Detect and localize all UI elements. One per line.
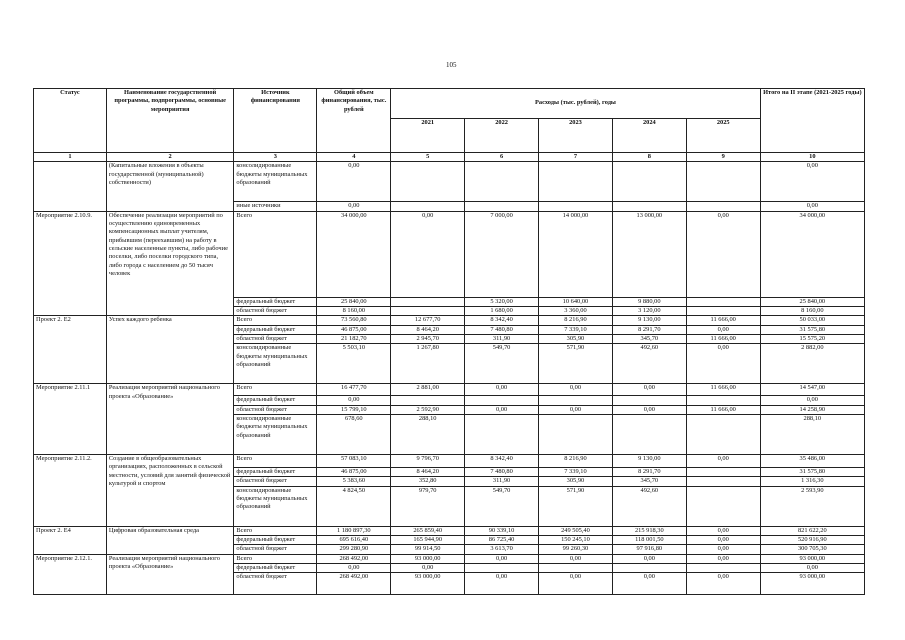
year-value-cell xyxy=(612,396,686,405)
total-cell: 678,60 xyxy=(317,414,391,454)
stage-total-cell: 288,10 xyxy=(760,414,864,454)
source-cell: Всего xyxy=(234,554,317,563)
table-body xyxy=(34,162,865,595)
year-value-cell: 0,00 xyxy=(686,211,760,297)
total-cell: 46 875,00 xyxy=(317,325,391,334)
year-value-cell: 0,00 xyxy=(539,554,613,563)
year-value-cell xyxy=(539,414,613,454)
total-cell: 8 160,00 xyxy=(317,306,391,315)
year-value-cell: 8 342,40 xyxy=(465,454,539,467)
year-value-cell: 0,00 xyxy=(686,573,760,595)
stage-total-cell: 34 000,00 xyxy=(760,211,864,297)
year-value-cell xyxy=(391,396,465,405)
year-value-cell: 14 000,00 xyxy=(539,211,613,297)
year-value-cell: 0,00 xyxy=(465,384,539,396)
measure-name-cell: Реализация мероприятий национального проекта «Образование» xyxy=(106,384,234,455)
year-value-cell: 86 725,40 xyxy=(465,535,539,544)
year-value-cell: 0,00 xyxy=(612,405,686,414)
column-number: 9 xyxy=(686,153,760,162)
year-value-cell: 2 592,90 xyxy=(391,405,465,414)
status-cell: Мероприятие 2.11.2. xyxy=(34,454,107,526)
year-value-cell: 99 260,30 xyxy=(539,545,613,554)
year-value-cell: 9 130,00 xyxy=(612,316,686,325)
total-cell: 5 503,10 xyxy=(317,344,391,384)
stage-total-cell: 0,00 xyxy=(760,396,864,405)
source-cell: областной бюджет xyxy=(234,545,317,554)
year-value-cell: 8 291,70 xyxy=(612,325,686,334)
status-cell: Проект 2. Е2 xyxy=(34,316,107,384)
year-value-cell: 165 944,90 xyxy=(391,535,465,544)
year-value-cell xyxy=(686,297,760,306)
source-cell: консолидированные бюджеты муниципальных образований xyxy=(234,162,317,202)
year-value-cell xyxy=(686,162,760,202)
total-cell: 0,00 xyxy=(317,396,391,405)
year-value-cell: 1 267,80 xyxy=(391,344,465,384)
stage-total-cell: 14 258,90 xyxy=(760,405,864,414)
table-row xyxy=(34,526,865,535)
year-value-cell: 0,00 xyxy=(391,211,465,297)
table-row xyxy=(34,554,865,563)
total-cell: 57 083,10 xyxy=(317,454,391,467)
year-value-cell: 7 480,80 xyxy=(465,325,539,334)
year-value-cell: 2 945,70 xyxy=(391,334,465,343)
year-value-cell xyxy=(686,563,760,572)
year-value-cell xyxy=(686,467,760,476)
year-value-cell: 3 120,00 xyxy=(612,306,686,315)
total-cell: 25 840,00 xyxy=(317,297,391,306)
stage-total-cell: 35 486,00 xyxy=(760,454,864,467)
source-cell: областной бюджет xyxy=(234,477,317,486)
year-value-cell xyxy=(612,202,686,211)
year-value-cell: 7 480,80 xyxy=(465,467,539,476)
year-value-cell: 93 000,00 xyxy=(391,573,465,595)
stage-total-cell: 50 033,00 xyxy=(760,316,864,325)
year-value-cell: 97 916,80 xyxy=(612,545,686,554)
year-value-cell: 0,00 xyxy=(686,325,760,334)
year-value-cell: 90 339,10 xyxy=(465,526,539,535)
stage-total-cell: 25 840,00 xyxy=(760,297,864,306)
stage-total-cell: 31 575,80 xyxy=(760,325,864,334)
table-row xyxy=(34,384,865,396)
column-number: 2 xyxy=(106,153,234,162)
year-value-cell: 93 000,00 xyxy=(391,554,465,563)
stage-total-cell: 0,00 xyxy=(760,202,864,211)
year-value-cell: 571,90 xyxy=(539,344,613,384)
year-value-cell: 492,60 xyxy=(612,486,686,526)
year-value-cell: 1 680,00 xyxy=(465,306,539,315)
year-value-cell xyxy=(465,162,539,202)
year-value-cell: 8 216,90 xyxy=(539,316,613,325)
year-value-cell: 0,00 xyxy=(391,563,465,572)
year-value-cell xyxy=(686,202,760,211)
year-value-cell: 345,70 xyxy=(612,477,686,486)
year-value-cell: 311,90 xyxy=(465,334,539,343)
year-value-cell: 215 918,30 xyxy=(612,526,686,535)
year-value-cell: 8 291,70 xyxy=(612,467,686,476)
year-value-cell xyxy=(539,396,613,405)
year-value-cell xyxy=(539,162,613,202)
year-value-cell: 0,00 xyxy=(686,526,760,535)
year-value-cell: 8 464,20 xyxy=(391,467,465,476)
total-cell: 268 492,00 xyxy=(317,554,391,563)
year-value-cell: 0,00 xyxy=(686,554,760,563)
year-value-cell: 0,00 xyxy=(612,573,686,595)
year-value-cell xyxy=(686,477,760,486)
year-value-cell: 7 339,10 xyxy=(539,467,613,476)
total-cell: 4 824,50 xyxy=(317,486,391,526)
year-value-cell xyxy=(391,202,465,211)
year-value-cell: 549,70 xyxy=(465,344,539,384)
source-cell: Всего xyxy=(234,316,317,325)
year-value-cell: 571,90 xyxy=(539,486,613,526)
column-number: 7 xyxy=(539,153,613,162)
year-value-cell xyxy=(539,202,613,211)
year-value-cell: 305,90 xyxy=(539,477,613,486)
year-value-cell xyxy=(465,202,539,211)
source-cell: федеральный бюджет xyxy=(234,297,317,306)
header-stage-total: Итого на II этапе (2021-2025 годы) xyxy=(760,89,864,153)
stage-total-cell: 0,00 xyxy=(760,563,864,572)
measure-name-cell: Цифровая образовательная среда xyxy=(106,526,234,554)
source-cell: федеральный бюджет xyxy=(234,535,317,544)
source-cell: областной бюджет xyxy=(234,573,317,595)
header-year: 2024 xyxy=(612,119,686,153)
stage-total-cell: 821 622,20 xyxy=(760,526,864,535)
column-number: 5 xyxy=(391,153,465,162)
year-value-cell xyxy=(686,414,760,454)
source-cell: федеральный бюджет xyxy=(234,563,317,572)
total-cell: 16 477,70 xyxy=(317,384,391,396)
measure-name-cell: Успех каждого ребенка xyxy=(106,316,234,384)
year-value-cell: 345,70 xyxy=(612,334,686,343)
header-name: Наименование государственной программы, подпрограммы, основные мероприятия xyxy=(106,89,234,153)
year-value-cell: 0,00 xyxy=(465,405,539,414)
total-cell: 1 180 897,30 xyxy=(317,526,391,535)
stage-total-cell: 2 593,90 xyxy=(760,486,864,526)
year-value-cell: 265 859,40 xyxy=(391,526,465,535)
year-value-cell: 9 880,00 xyxy=(612,297,686,306)
column-number: 1 xyxy=(34,153,107,162)
budget-table xyxy=(33,88,865,595)
year-value-cell: 0,00 xyxy=(686,454,760,467)
year-value-cell: 8 342,40 xyxy=(465,316,539,325)
status-cell: Мероприятие 2.10.9. xyxy=(34,211,107,316)
year-value-cell: 0,00 xyxy=(465,573,539,595)
source-cell: областной бюджет xyxy=(234,405,317,414)
year-value-cell: 7 000,00 xyxy=(465,211,539,297)
source-cell: Всего xyxy=(234,384,317,396)
year-value-cell: 0,00 xyxy=(539,384,613,396)
column-number-row xyxy=(34,153,865,162)
stage-total-cell: 1 316,30 xyxy=(760,477,864,486)
source-cell: федеральный бюджет xyxy=(234,467,317,476)
source-cell: консолидированные бюджеты муниципальных образований xyxy=(234,414,317,454)
year-value-cell: 8 216,90 xyxy=(539,454,613,467)
year-value-cell: 118 001,50 xyxy=(612,535,686,544)
source-cell: иные источники xyxy=(234,202,317,211)
column-number: 10 xyxy=(760,153,864,162)
header-year: 2023 xyxy=(539,119,613,153)
year-value-cell: 8 464,20 xyxy=(391,325,465,334)
stage-total-cell: 93 000,00 xyxy=(760,554,864,563)
table-row xyxy=(34,162,865,202)
year-value-cell xyxy=(539,563,613,572)
year-value-cell: 249 505,40 xyxy=(539,526,613,535)
stage-total-cell: 31 575,80 xyxy=(760,467,864,476)
total-cell: 299 280,90 xyxy=(317,545,391,554)
header-year: 2025 xyxy=(686,119,760,153)
year-value-cell xyxy=(686,306,760,315)
header-status: Статус xyxy=(34,89,107,153)
stage-total-cell: 0,00 xyxy=(760,162,864,202)
header-source: Источник финансирования xyxy=(234,89,317,153)
year-value-cell: 311,90 xyxy=(465,477,539,486)
year-value-cell: 0,00 xyxy=(612,554,686,563)
year-value-cell xyxy=(612,414,686,454)
total-cell: 695 616,40 xyxy=(317,535,391,544)
header-year: 2022 xyxy=(465,119,539,153)
stage-total-cell: 8 160,00 xyxy=(760,306,864,315)
stage-total-cell: 2 882,00 xyxy=(760,344,864,384)
year-value-cell xyxy=(465,396,539,405)
total-cell: 15 799,10 xyxy=(317,405,391,414)
year-value-cell: 3 360,00 xyxy=(539,306,613,315)
total-cell: 21 182,70 xyxy=(317,334,391,343)
year-value-cell: 0,00 xyxy=(539,573,613,595)
column-number: 6 xyxy=(465,153,539,162)
year-value-cell: 3 613,70 xyxy=(465,545,539,554)
year-value-cell: 7 339,10 xyxy=(539,325,613,334)
measure-name-cell: Реализация мероприятий национального проекта «Образование» xyxy=(106,554,234,595)
total-cell: 0,00 xyxy=(317,563,391,572)
year-value-cell: 11 666,00 xyxy=(686,316,760,325)
measure-name-cell: Создание в общеобразовательных организациях, расположенных в сельской местности, условий для занятий физической культурой и спортом xyxy=(106,454,234,526)
measure-name-cell: (Капитальные вложения в объекты государственной (муниципальной) собственности) xyxy=(106,162,234,211)
total-cell: 5 383,60 xyxy=(317,477,391,486)
year-value-cell: 979,70 xyxy=(391,486,465,526)
year-value-cell: 288,10 xyxy=(391,414,465,454)
total-cell: 46 875,00 xyxy=(317,467,391,476)
source-cell: Всего xyxy=(234,211,317,297)
year-value-cell xyxy=(465,563,539,572)
stage-total-cell: 15 575,20 xyxy=(760,334,864,343)
table-row xyxy=(34,316,865,325)
year-value-cell: 99 914,50 xyxy=(391,545,465,554)
source-cell: областной бюджет xyxy=(234,306,317,315)
year-value-cell: 11 666,00 xyxy=(686,334,760,343)
source-cell: Всего xyxy=(234,454,317,467)
year-value-cell: 9 796,70 xyxy=(391,454,465,467)
year-value-cell xyxy=(465,414,539,454)
status-cell xyxy=(34,162,107,211)
year-value-cell: 5 320,00 xyxy=(465,297,539,306)
header-expenses: Расходы (тыс. рублей), годы xyxy=(391,89,760,119)
year-value-cell xyxy=(612,162,686,202)
source-cell: Всего xyxy=(234,526,317,535)
source-cell: областной бюджет xyxy=(234,334,317,343)
year-value-cell: 13 000,00 xyxy=(612,211,686,297)
year-value-cell xyxy=(391,306,465,315)
table-row xyxy=(34,454,865,467)
header-total: Общий объем финансирования, тыс. рублей xyxy=(317,89,391,153)
column-number: 4 xyxy=(317,153,391,162)
year-value-cell xyxy=(391,162,465,202)
stage-total-cell: 14 547,00 xyxy=(760,384,864,396)
total-cell: 0,00 xyxy=(317,202,391,211)
year-value-cell: 2 881,00 xyxy=(391,384,465,396)
year-value-cell: 10 640,00 xyxy=(539,297,613,306)
year-value-cell: 549,70 xyxy=(465,486,539,526)
page-number: 105 xyxy=(446,61,457,69)
year-value-cell: 11 666,00 xyxy=(686,405,760,414)
status-cell: Мероприятие 2.11.1 xyxy=(34,384,107,455)
year-value-cell: 150 245,10 xyxy=(539,535,613,544)
total-cell: 268 492,00 xyxy=(317,573,391,595)
year-value-cell xyxy=(686,486,760,526)
year-value-cell: 12 677,70 xyxy=(391,316,465,325)
table-row xyxy=(34,211,865,297)
source-cell: консолидированные бюджеты муниципальных образований xyxy=(234,344,317,384)
year-value-cell xyxy=(391,297,465,306)
status-cell: Мероприятие 2.12.1. xyxy=(34,554,107,595)
year-value-cell: 11 666,00 xyxy=(686,384,760,396)
year-value-cell: 305,90 xyxy=(539,334,613,343)
column-number: 8 xyxy=(612,153,686,162)
total-cell: 0,00 xyxy=(317,162,391,202)
year-value-cell: 0,00 xyxy=(539,405,613,414)
year-value-cell: 352,80 xyxy=(391,477,465,486)
source-cell: консолидированные бюджеты муниципальных образований xyxy=(234,486,317,526)
stage-total-cell: 93 000,00 xyxy=(760,573,864,595)
total-cell: 73 560,80 xyxy=(317,316,391,325)
total-cell: 34 000,00 xyxy=(317,211,391,297)
year-value-cell: 0,00 xyxy=(686,535,760,544)
source-cell: федеральный бюджет xyxy=(234,325,317,334)
year-value-cell: 9 130,00 xyxy=(612,454,686,467)
year-value-cell xyxy=(612,563,686,572)
stage-total-cell: 300 705,30 xyxy=(760,545,864,554)
year-value-cell: 0,00 xyxy=(686,344,760,384)
year-value-cell: 0,00 xyxy=(465,554,539,563)
measure-name-cell: Обеспечение реализации мероприятий по осуществлению единовременных компенсационных выплат учителям, прибывшим (переехавшим) на работу в сельские населенные пункты, либо рабочие поселки, либо поселки городского типа, либо города с населением до 50 тысяч человек xyxy=(106,211,234,316)
source-cell: федеральный бюджет xyxy=(234,396,317,405)
year-value-cell xyxy=(686,396,760,405)
year-value-cell: 492,60 xyxy=(612,344,686,384)
stage-total-cell: 520 916,90 xyxy=(760,535,864,544)
year-value-cell: 0,00 xyxy=(612,384,686,396)
header-year: 2021 xyxy=(391,119,465,153)
year-value-cell: 0,00 xyxy=(686,545,760,554)
status-cell: Проект 2. Е4 xyxy=(34,526,107,554)
column-number: 3 xyxy=(234,153,317,162)
